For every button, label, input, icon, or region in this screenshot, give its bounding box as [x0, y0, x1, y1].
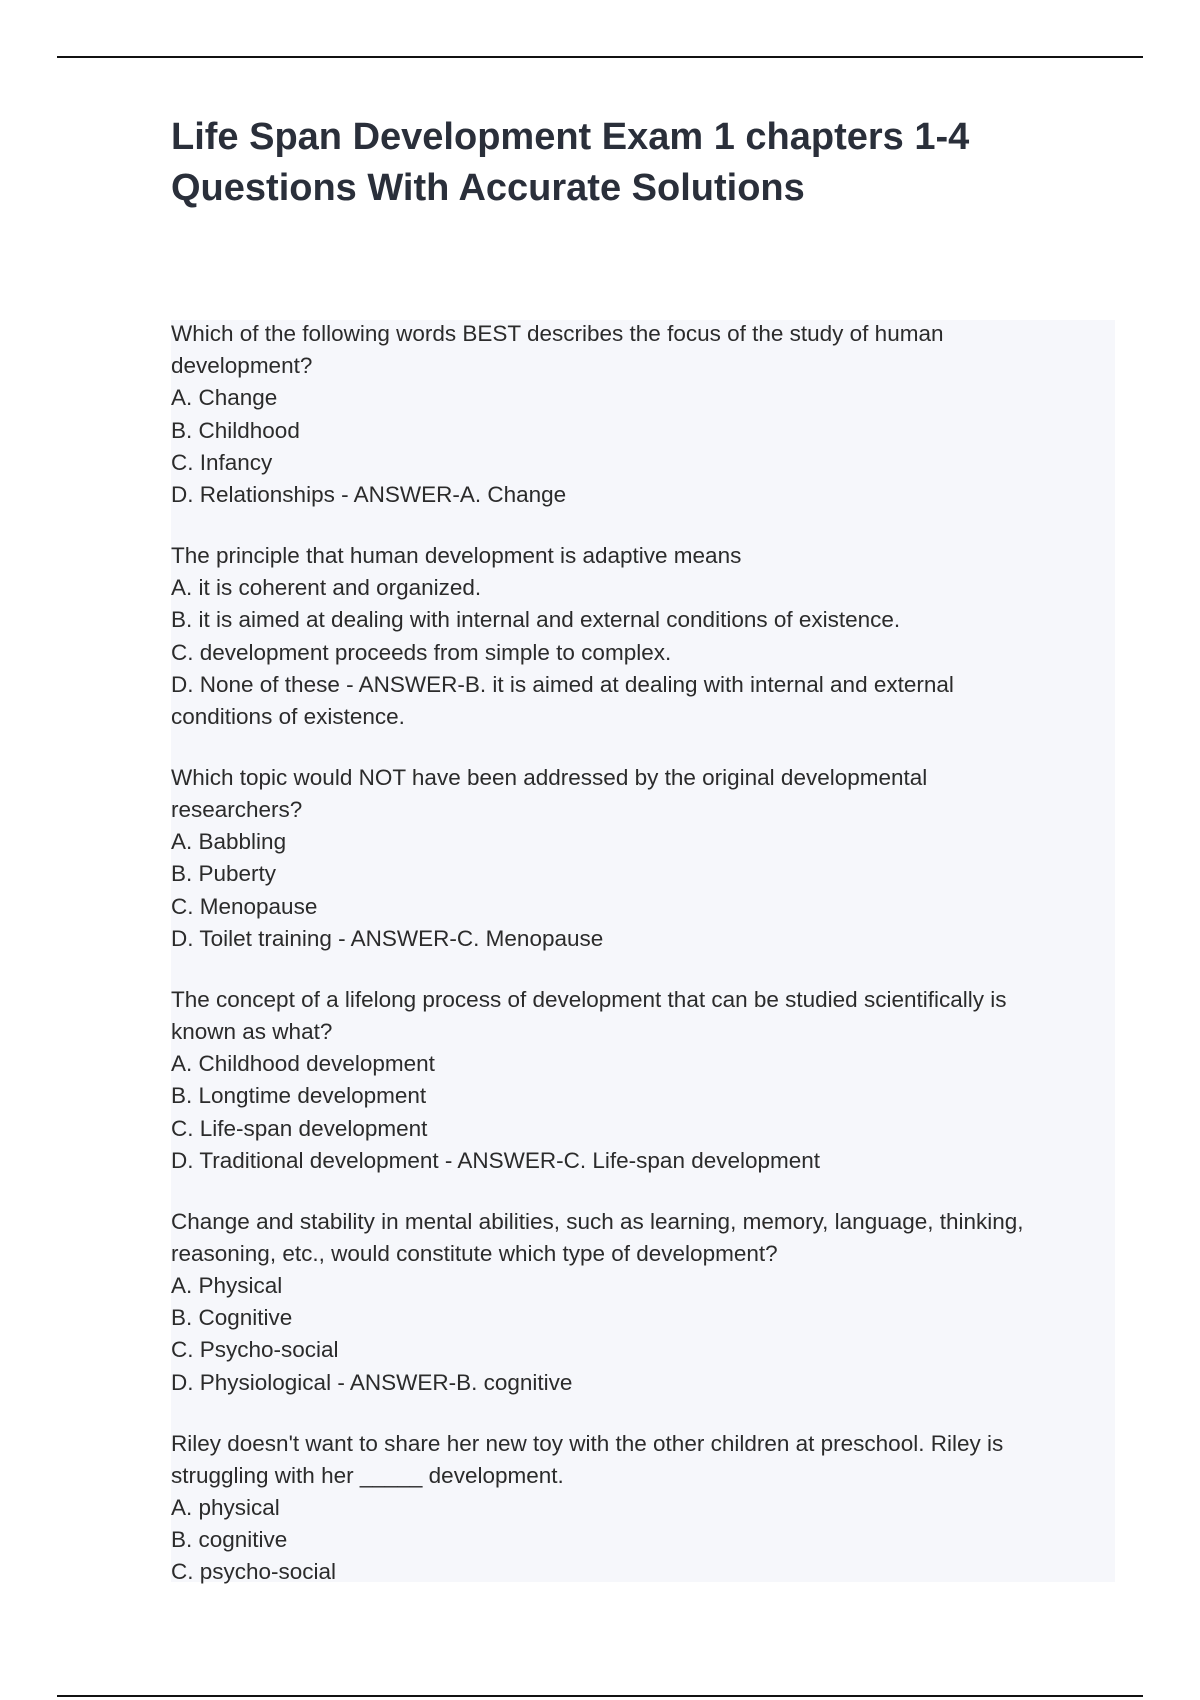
answer-option: B. cognitive: [171, 1527, 288, 1553]
question-list: [171, 318, 1115, 1617]
question-stem-line: reasoning, etc., would constitute which type of development?: [171, 1240, 778, 1266]
question-stem-line: Change and stability in mental abilities, such as learning, memory, language, thinking,: [171, 1208, 1024, 1234]
question-stem-line: researchers?: [171, 797, 303, 823]
question-block: [171, 318, 1115, 511]
question-stem-line: Riley doesn't want to share her new toy with the other children at preschool. Riley is: [171, 1430, 1004, 1456]
top-divider: [57, 56, 1143, 58]
question-stem-line: The principle that human development is adaptive means: [171, 542, 742, 568]
answer-option: C. Infancy: [171, 449, 273, 475]
answer-option: A. Change: [171, 385, 278, 411]
question-stem-line: Which of the following words BEST describes the focus of the study of human: [171, 321, 944, 346]
answer-option: B. Childhood: [171, 417, 300, 443]
question-block: [171, 984, 1115, 1177]
answer-option-with-solution: D. Toilet training - ANSWER-C. Menopause: [171, 925, 604, 951]
question-stem-line: The concept of a lifelong process of development that can be studied scientifically is: [171, 986, 1007, 1012]
question-stem-line: struggling with her _____ development.: [171, 1462, 564, 1488]
question-stem-line: known as what?: [171, 1018, 333, 1044]
answer-option: B. it is aimed at dealing with internal and external conditions of existence.: [171, 607, 901, 633]
answer-option-with-solution: D. Physiological - ANSWER-B. cognitive: [171, 1369, 573, 1395]
answer-option: C. development proceeds from simple to complex.: [171, 639, 672, 665]
answer-option: C. Menopause: [171, 893, 318, 919]
question-block: [171, 1206, 1115, 1399]
answer-option: B. Cognitive: [171, 1305, 293, 1331]
title-line-2: Questions With Accurate Solutions: [171, 167, 805, 209]
question-stem-line: development?: [171, 353, 313, 379]
answer-option: A. Childhood development: [171, 1051, 435, 1077]
answer-option: A. physical: [171, 1494, 280, 1520]
document-title: [171, 112, 1131, 214]
answer-option-with-solution: D. Relationships - ANSWER-A. Change: [171, 482, 567, 508]
question-block: [171, 762, 1115, 955]
title-line-1: Life Span Development Exam 1 chapters 1-4: [171, 116, 970, 158]
answer-option: C. Psycho-social: [171, 1337, 339, 1363]
question-block: [171, 1428, 1115, 1589]
solution-continuation: conditions of existence.: [171, 703, 405, 729]
answer-option: A. it is coherent and organized.: [171, 575, 482, 601]
answer-option-with-solution: D. Traditional development - ANSWER-C. Life-span development: [171, 1147, 821, 1173]
answer-option: A. Physical: [171, 1273, 283, 1299]
answer-option: B. Longtime development: [171, 1083, 427, 1109]
answer-option-with-solution: D. None of these - ANSWER-B. it is aimed at dealing with internal and external: [171, 671, 954, 697]
answer-option: A. Babbling: [171, 829, 287, 855]
question-stem-line: Which topic would NOT have been addressed by the original developmental: [171, 764, 928, 790]
answer-option: C. Life-span development: [171, 1115, 428, 1141]
answer-option: B. Puberty: [171, 861, 277, 887]
question-block: [171, 540, 1115, 733]
bottom-divider: [57, 1695, 1143, 1697]
answer-option: C. psycho-social: [171, 1559, 337, 1585]
